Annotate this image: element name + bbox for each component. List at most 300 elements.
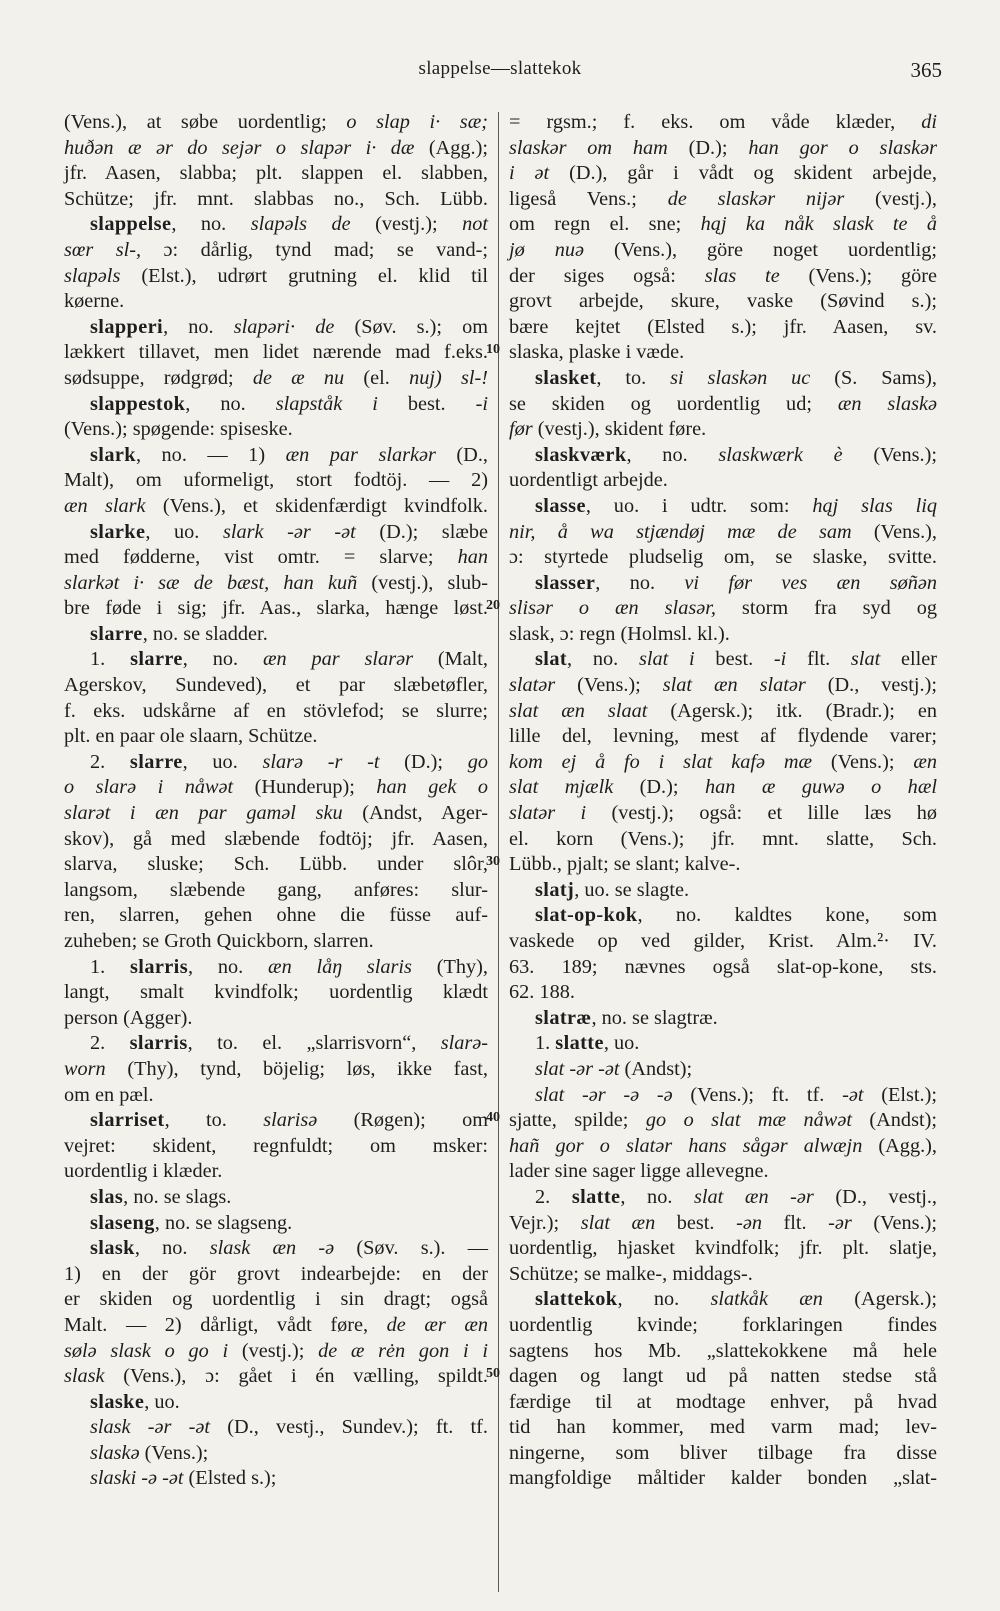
dialect-form: slatkåk æn (710, 1288, 823, 1311)
text-run: storm fra syd og (715, 597, 937, 620)
text-run: (D., vestj., (813, 1185, 938, 1208)
text-run: 2. (90, 750, 130, 773)
text-run: Agerskov, Sundeved), et par slæbetøfler, (64, 674, 488, 697)
dialect-form: vi før ves æn søñən (684, 571, 938, 594)
headword: slatte (555, 1032, 604, 1055)
text-run: jfr. Aasen, slabba; plt. slappen el. slabben, (64, 162, 488, 185)
text-run: uordentlig, hjasket kvindfolk; jfr. plt. slatje, (509, 1237, 937, 1260)
headword: slatte (571, 1185, 621, 1208)
text-run: vejret: skident, regnfuldt; om msker: (64, 1134, 488, 1157)
text-line (64, 596, 488, 622)
text-run: person (Agger). (64, 1006, 193, 1029)
headword: slarke (90, 520, 146, 543)
text-line (64, 1031, 488, 1057)
text-line (509, 1134, 937, 1160)
text-run: flt. (761, 1211, 829, 1234)
text-run: (Hunderup); (233, 776, 377, 799)
text-line (509, 136, 937, 162)
text-run: (D., vestj., Sundev.); ft. tf. (210, 1416, 488, 1439)
text-line (509, 673, 937, 699)
dialect-form: kom ej å fo i slat kafə mæ (509, 750, 813, 773)
text-run: lækkert tillavet, men lidet nærende mad f.eks. (64, 341, 488, 364)
text-line (64, 340, 488, 366)
headword: slat (535, 648, 568, 671)
dialect-form: slat æn (580, 1211, 656, 1234)
text-line (64, 1159, 488, 1185)
text-line (509, 929, 937, 955)
text-line (509, 417, 937, 443)
dialect-form: go o slat mæ nåwət (645, 1109, 852, 1132)
text-run: Lübb., pjalt; se slant; kalve-. (509, 853, 741, 876)
text-line (509, 852, 937, 878)
dialect-form: slarə -r -t (262, 750, 380, 773)
dialect-form: slarisə (263, 1109, 318, 1132)
text-run: (vestj.), slub- (357, 571, 489, 594)
text-run: , uo. (145, 520, 223, 543)
text-run: Malt), om uformeligt, stort fodtöj. — 2) (64, 469, 488, 492)
dialect-form: slas te (704, 264, 780, 287)
text-run: 2. (90, 1032, 130, 1055)
text-run: Schütze; jfr. mnt. slabbas no., Sch. Lübb. (64, 187, 488, 210)
dialect-form: slaskə (90, 1441, 140, 1464)
text-run: (vestj.); (228, 1339, 319, 1362)
text-run: sagtens hos Mb. „slattekokkene må hele (509, 1339, 937, 1362)
headword: slarris (129, 1032, 188, 1055)
text-run: (Andst, Ager- (342, 802, 488, 825)
dialect-form: di (921, 111, 937, 133)
dialect-form: slaskər om ham (509, 136, 668, 159)
text-run: er skiden og uordentlig i sin dragt; også (64, 1288, 488, 1311)
text-run: , uo. (182, 750, 263, 773)
text-line (64, 1364, 488, 1390)
text-run: (Malt, (413, 648, 488, 671)
dialect-form: slat mjælk (509, 776, 614, 799)
text-line (509, 878, 937, 904)
text-run: flt. (786, 648, 851, 671)
dialect-form: han æ guwə o hæl (704, 776, 937, 799)
text-line (509, 1466, 937, 1492)
text-run: (D., vestj.); (805, 674, 937, 697)
text-run: langt, smalt kvindfolk; uordentlig klædt (64, 981, 488, 1004)
text-run: , no. (134, 1237, 210, 1260)
text-line (509, 494, 937, 520)
text-run: slaska, plaske i væde. (509, 341, 685, 364)
text-run: 1. (90, 955, 131, 978)
dialect-form: slat (850, 648, 881, 671)
dialect-form: -i (475, 392, 488, 415)
text-line (509, 1287, 937, 1313)
text-line (509, 212, 937, 238)
dialect-form: slatər i (509, 802, 587, 825)
headword: slark (90, 443, 136, 466)
text-line (509, 1262, 937, 1288)
text-run: skov), gå med slæbende fodtöj; jfr. Aasen, (64, 827, 488, 850)
text-line (64, 136, 488, 162)
text-run: zuheben; se Groth Quickborn, slarren. (64, 930, 374, 952)
text-run: eller (880, 648, 938, 671)
dialect-form: slask æn -ə (209, 1237, 335, 1260)
text-run: 2. (535, 1185, 572, 1208)
text-line (509, 1390, 937, 1416)
text-line (64, 1262, 488, 1288)
text-line (64, 1415, 488, 1441)
text-line (509, 955, 937, 981)
text-run: , uo. (144, 1390, 180, 1413)
text-run: ligeså Vens.; (509, 187, 668, 210)
text-line (64, 750, 488, 776)
text-line (64, 1006, 488, 1032)
text-run: ɔ: styrtede pludselig om, se slaske, svitte. (509, 546, 937, 569)
text-run: , no. (171, 213, 251, 236)
text-run: (el. (344, 366, 410, 389)
dialect-form: slapəls (64, 264, 121, 287)
text-line (64, 699, 488, 725)
text-line (509, 187, 937, 213)
headword: slarre (130, 648, 183, 671)
text-run: (Søv. s.); om (334, 315, 488, 338)
text-run: best. (655, 1211, 737, 1234)
text-line (64, 878, 488, 904)
text-line (509, 1083, 937, 1109)
headword: slasket (535, 366, 597, 389)
text-run: (Elsted s.); (183, 1467, 277, 1490)
text-run: om en pæl. (64, 1083, 154, 1106)
text-line (64, 801, 488, 827)
text-line (64, 852, 488, 878)
text-run: 62. 188. (509, 981, 575, 1004)
text-run: (Agersk.); (822, 1288, 938, 1311)
headword: slarre (129, 750, 183, 773)
text-line (509, 238, 937, 264)
text-run: uordentligt arbejde. (509, 469, 668, 492)
text-line (509, 724, 937, 750)
text-run: grovt arbejde, skure, vaske (Søvind s.); (509, 290, 937, 313)
text-run: (vestj.); (350, 213, 463, 236)
headword: slatj (535, 878, 575, 901)
dialect-form: før (509, 418, 533, 441)
text-run: (Vens.), (851, 520, 938, 543)
text-run: færdige til at modtage enhver, på hvad (509, 1390, 937, 1413)
dialect-form: æn par slarkər (285, 443, 436, 466)
text-run: (D.), går i vådt og skident arbejde, (549, 162, 937, 185)
dialect-form: o slarə i nåwət (64, 776, 234, 799)
text-line (64, 520, 488, 546)
text-run: lille del, levning, mest af flydende varer; (509, 725, 937, 748)
dialect-form: -ən (736, 1211, 762, 1234)
dialect-form: slat i (638, 648, 695, 671)
dialect-form: slapəls de (250, 213, 351, 236)
text-run: f. eks. udskårne af en stövlefod; se slurre; (64, 699, 488, 722)
text-run: uordentlig i klæder. (64, 1160, 223, 1183)
text-line (64, 443, 488, 469)
dialect-form: slat æn -ər (694, 1185, 814, 1208)
text-line (509, 647, 937, 673)
text-line (509, 827, 937, 853)
dialect-form: slarkət i· sæ de bæst, han kuñ (64, 571, 358, 594)
text-line (64, 238, 488, 264)
text-run: (Vens.), ɔ: gået i én vælling, spildt. (104, 1365, 488, 1388)
text-run: (Vens.); göre (779, 264, 937, 287)
text-line (64, 187, 488, 213)
text-run: (vestj.), skident føre. (532, 418, 707, 441)
text-run: , no. (626, 443, 719, 466)
text-run: køerne. (64, 290, 125, 313)
text-line (64, 468, 488, 494)
text-line (64, 1134, 488, 1160)
text-run: (Elst.), udrørt grutning el. klid til (120, 264, 488, 287)
running-head (0, 58, 1000, 88)
text-run: Schütze; se malke-, middags-. (509, 1262, 753, 1285)
text-run: (Agg.); (414, 136, 488, 159)
dialect-form: slat æn slatər (662, 674, 806, 697)
text-line (64, 775, 488, 801)
text-run: (Vens.); (812, 750, 914, 773)
dialect-form: o slap i· sæ; (346, 111, 488, 133)
dialect-form: hañ gor o slatər hans sågər alwæjn (509, 1134, 863, 1157)
text-line (64, 673, 488, 699)
dialect-form: nir, å wa stjændøj mæ de sam (509, 520, 852, 543)
text-run: (Vens.), at søbe uordentlig; (64, 111, 347, 133)
text-run: (Vens.), et skidenfærdigt kvindfolk. (145, 494, 488, 517)
text-run: (vestj.), (844, 187, 937, 210)
text-line (64, 212, 488, 238)
text-line (64, 1108, 488, 1134)
text-line (64, 110, 488, 136)
text-run: , no. (163, 315, 234, 338)
text-run: , no. se sladder. (142, 622, 268, 645)
text-line (509, 1364, 937, 1390)
text-run: mangfoldige måltider kalder bonden „slat- (509, 1467, 937, 1490)
text-run: bære kejtet (Elsted s.); jfr. Aasen, sv. (509, 315, 937, 338)
text-line (64, 622, 488, 648)
text-run: , no. se slagtræ. (591, 1006, 718, 1029)
text-line (64, 724, 488, 750)
text-line (64, 1441, 488, 1467)
margin-line-number: 40 (486, 1110, 500, 1126)
text-line (64, 264, 488, 290)
text-line (509, 366, 937, 392)
dialect-form: slat -ər -ət (535, 1057, 620, 1080)
text-line (509, 1057, 937, 1083)
right-column (509, 110, 937, 1492)
text-line (509, 801, 937, 827)
text-line (64, 827, 488, 853)
headword: slaskværk (535, 443, 627, 466)
dialect-form: slapəri· de (233, 315, 335, 338)
text-run: , no. (188, 955, 269, 978)
headword: slaske (90, 1390, 145, 1413)
text-line (509, 903, 937, 929)
headword: slat-op-kok (535, 904, 638, 927)
dialect-form: slatər (509, 674, 556, 697)
dialect-form: slark -ər -ət (222, 520, 356, 543)
headword: slaseng (90, 1211, 155, 1234)
dialect-form: go (467, 750, 489, 773)
text-run: (Vens.); (851, 1211, 938, 1234)
text-line (64, 955, 488, 981)
text-run: best. (694, 648, 774, 671)
dialect-form: de ær æn (386, 1313, 488, 1336)
headword: slarriset (90, 1109, 165, 1132)
text-run: , uo. i udtr. som: (585, 494, 813, 517)
text-line (64, 392, 488, 418)
text-run: ɔ: dårlig, tynd mad; se vand-; (141, 238, 488, 261)
dialect-form: -i (773, 648, 787, 671)
headword: slas (90, 1185, 124, 1208)
dialect-form: han gek o (376, 776, 489, 799)
text-line (64, 1083, 488, 1109)
text-run: (Vens.); (139, 1441, 209, 1464)
text-line (509, 1185, 937, 1211)
text-line (64, 929, 488, 955)
text-line (509, 775, 937, 801)
headword: slapperi (90, 315, 164, 338)
text-run: , no. (617, 1288, 711, 1311)
dialect-form: han gor o slaskər (748, 136, 938, 159)
text-run: lader sine sager ligge allevegne. (509, 1160, 769, 1183)
text-line (64, 1185, 488, 1211)
dialect-form: slaski -ə -ət (90, 1467, 184, 1490)
text-line (509, 571, 937, 597)
dialect-form: not (462, 213, 488, 236)
text-run: ningerne, som bliver tilbage fra disse (509, 1441, 937, 1464)
text-line (509, 161, 937, 187)
dialect-form: hąj ka nåk slask te å (700, 213, 937, 236)
text-run: bre føde i sig; jfr. Aas., slarka, hænge løst. (64, 597, 488, 620)
text-line (509, 340, 937, 366)
text-run: , no. kaldtes kone, som (637, 904, 937, 927)
text-line (509, 750, 937, 776)
margin-line-number: 20 (486, 598, 500, 614)
text-line (509, 1211, 937, 1237)
text-line (509, 1236, 937, 1262)
dialect-form: slisər o æn slasər, (509, 597, 716, 620)
text-run: se skiden og uordentlig ud; (509, 392, 838, 415)
text-run: (Andst); (619, 1057, 693, 1080)
dialect-form: worn (64, 1057, 106, 1080)
text-line (64, 980, 488, 1006)
text-line (64, 366, 488, 392)
dialect-form: slat æn slaat (509, 699, 648, 722)
text-run: (Vens.); ft. tf. (672, 1083, 843, 1106)
dialect-form: slarət i æn par gaməl sku (64, 802, 343, 825)
text-line (509, 1339, 937, 1365)
text-run: , to. (164, 1109, 264, 1132)
headword: slasser (535, 571, 596, 594)
headword: slarre (90, 622, 143, 645)
text-run: (D., (435, 443, 488, 466)
dialect-form: slapståk i (275, 392, 378, 415)
dialect-form: han (457, 546, 488, 569)
text-run: (Vens.), göre noget uordentlig; (584, 238, 937, 261)
text-run: (Agg.), (862, 1134, 937, 1157)
text-run: (D.); slæbe (355, 520, 489, 543)
dialect-form: -ər (828, 1211, 852, 1234)
text-line (64, 289, 488, 315)
text-line (509, 264, 937, 290)
text-line (509, 1108, 937, 1134)
dialect-form: sølə slask o go i (64, 1339, 229, 1362)
text-run: plt. en paar ole slaarn, Schütze. (64, 725, 318, 748)
text-run: der siges også: (509, 264, 705, 287)
text-run: vaskede op ved gilder, Krist. Alm.²· IV. (509, 930, 937, 952)
dialect-form: de æ nu (252, 366, 345, 389)
text-run: (Vens.); spøgende: spiseske. (64, 418, 293, 441)
dialect-form: de slaskər nijər (667, 187, 845, 210)
text-run: slask, ɔ: regn (Holmsl. kl.). (509, 622, 730, 645)
text-line (509, 315, 937, 341)
text-run: , to. (596, 366, 671, 389)
text-run: dagen og langt ud på natten stedse stå (509, 1365, 937, 1388)
text-line (509, 289, 937, 315)
text-line (64, 494, 488, 520)
headword: slasse (535, 494, 586, 517)
text-run: (Røgen); om (317, 1109, 488, 1132)
text-line (509, 596, 937, 622)
text-line (509, 622, 937, 648)
text-run: , uo. se slagte. (574, 878, 690, 901)
text-run: (D.); (379, 750, 468, 773)
text-run: , no. (620, 1185, 695, 1208)
text-run: slarva, sluske; Sch. Lübb. under slôr, (64, 853, 488, 876)
dialect-form: huðən æ ər do sejər o slapər i· dæ (64, 136, 415, 159)
headword: slask (90, 1237, 135, 1260)
text-run: 1. (90, 648, 131, 671)
text-run: el. korn (Vens.); jfr. mnt. slatte, Sch. (509, 827, 937, 850)
dialect-form: slask (64, 1365, 105, 1388)
text-line (64, 417, 488, 443)
text-run: sødsuppe, rødgrød; (64, 366, 253, 389)
text-run: med fødderne, vist omtr. = slarve; (64, 546, 458, 569)
text-run: , no. (567, 648, 639, 671)
text-run: sjatte, spilde; (509, 1109, 646, 1132)
text-line (64, 161, 488, 187)
text-run: Malt. — 2) dårligt, vådt føre, (64, 1313, 387, 1336)
text-line (64, 1390, 488, 1416)
running-title: slappelse—slattekok (418, 58, 582, 79)
dialect-form: slaskwærk è (718, 443, 843, 466)
text-run: (Vens.); (555, 674, 663, 697)
text-run: , no. se slags. (123, 1185, 232, 1208)
dialect-form: nuj) sl-! (409, 366, 489, 389)
text-run: , to. el. „slarrisvorn“, (187, 1032, 441, 1055)
text-line (64, 647, 488, 673)
text-run: (Thy), tynd, böjelig; løs, ikke fast, (105, 1057, 488, 1080)
headword: slappestok (90, 392, 186, 415)
text-run: 63. 189; nævnes også slat-op-kone, sts. (509, 955, 937, 978)
text-line (509, 443, 937, 469)
text-line (64, 903, 488, 929)
text-run: Vejr.); (509, 1211, 581, 1234)
margin-line-number: 30 (486, 854, 500, 870)
text-run: (Søv. s.). — (334, 1237, 488, 1260)
text-run: (Agersk.); itk. (Bradr.); en (647, 699, 937, 722)
dialect-form: æn slaskə (837, 392, 937, 415)
dialect-form: æn (913, 750, 937, 773)
dialect-form: jø nuə (509, 238, 585, 261)
headword: slarris (130, 955, 189, 978)
text-line (509, 1415, 937, 1441)
text-line (509, 1313, 937, 1339)
dialect-form: æn låŋ slaris (268, 955, 412, 978)
text-line (64, 1057, 488, 1083)
text-line (509, 1031, 937, 1057)
text-line (509, 110, 937, 136)
text-run: , no. se slagseng. (154, 1211, 293, 1234)
text-run: ren, slarren, gehen ohne die füsse auf- (64, 904, 488, 927)
text-line (64, 1211, 488, 1237)
text-line (509, 520, 937, 546)
